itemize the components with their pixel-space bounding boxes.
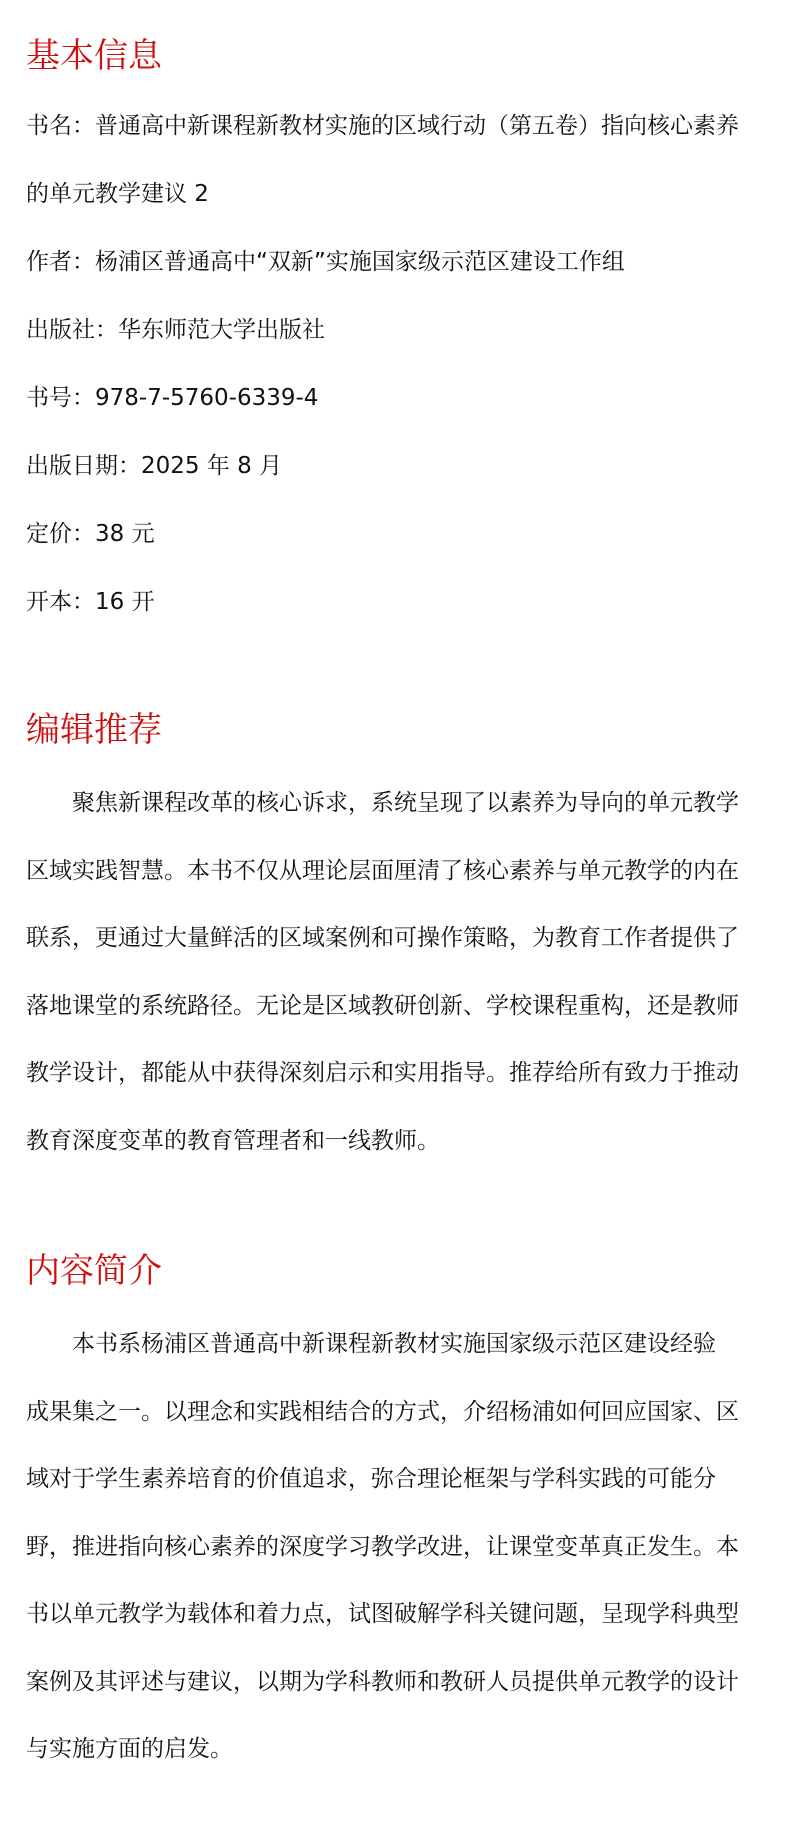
section-gap [26, 636, 762, 704]
paragraph-line: 落地课堂的系统路径。无论是区域教研创新、学校课程重构，还是教师 [26, 992, 739, 1019]
book-name-line-1: 书名：普通高中新课程新教材实施的区域行动（第五卷）指向核心素养 [26, 113, 739, 139]
section-gap [26, 1175, 762, 1245]
content-intro-paragraph [26, 1311, 762, 1784]
basic-info-heading: 基本信息 [26, 36, 162, 76]
paragraph-line: 教学设计，都能从中获得深刻启示和实用指导。推荐给所有致力于推动 [26, 1060, 739, 1086]
editor-recommendation-section [26, 704, 762, 1175]
format-line: 开本：16 开 [26, 589, 155, 615]
paragraph-line: 书以单元教学为载体和着力点，试图破解学科关键问题，呈现学科典型 [26, 1601, 739, 1627]
paragraph-line: 聚焦新课程改革的核心诉求，系统呈现了以素养为导向的单元教学 [72, 790, 739, 816]
book-name-line-2: 的单元教学建议 2 [26, 181, 209, 207]
price-line: 定价：38 元 [26, 521, 155, 547]
paragraph-line: 野，推进指向核心素养的深度学习教学改进，让课堂变革真正发生。本 [26, 1533, 739, 1560]
paragraph-line: 案例及其评述与建议，以期为学科教师和教研人员提供单元教学的设计 [26, 1668, 739, 1695]
content-intro-heading: 内容简介 [26, 1251, 162, 1291]
editor-recommendation-paragraph [26, 770, 762, 1175]
editor-recommendation-heading: 编辑推荐 [26, 710, 162, 750]
paragraph-line: 本书系杨浦区普通高中新课程新教材实施国家级示范区建设经验 [72, 1331, 716, 1357]
author-line: 作者：杨浦区普通高中“双新”实施国家级示范区建设工作组 [26, 249, 625, 275]
isbn-line: 书号：978-7-5760-6339-4 [26, 385, 319, 411]
paragraph-line: 域对于学生素养培育的价值追求，弥合理论框架与学科实践的可能分 [26, 1466, 716, 1492]
paragraph-line: 与实施方面的启发。 [26, 1736, 233, 1762]
publisher-line: 出版社：华东师范大学出版社 [26, 317, 325, 343]
basic-info-section [26, 30, 762, 636]
content-intro-section [26, 1245, 762, 1784]
paragraph-line: 教育深度变革的教育管理者和一线教师。 [26, 1127, 440, 1154]
paragraph-line: 区域实践智慧。本书不仅从理论层面厘清了核心素养与单元教学的内在 [26, 857, 739, 884]
paragraph-line: 联系，更通过大量鲜活的区域案例和可操作策略，为教育工作者提供了 [26, 925, 739, 951]
pub-date-line: 出版日期：2025 年 8 月 [26, 453, 283, 479]
paragraph-line: 成果集之一。以理念和实践相结合的方式，介绍杨浦如何回应国家、区 [26, 1398, 739, 1425]
